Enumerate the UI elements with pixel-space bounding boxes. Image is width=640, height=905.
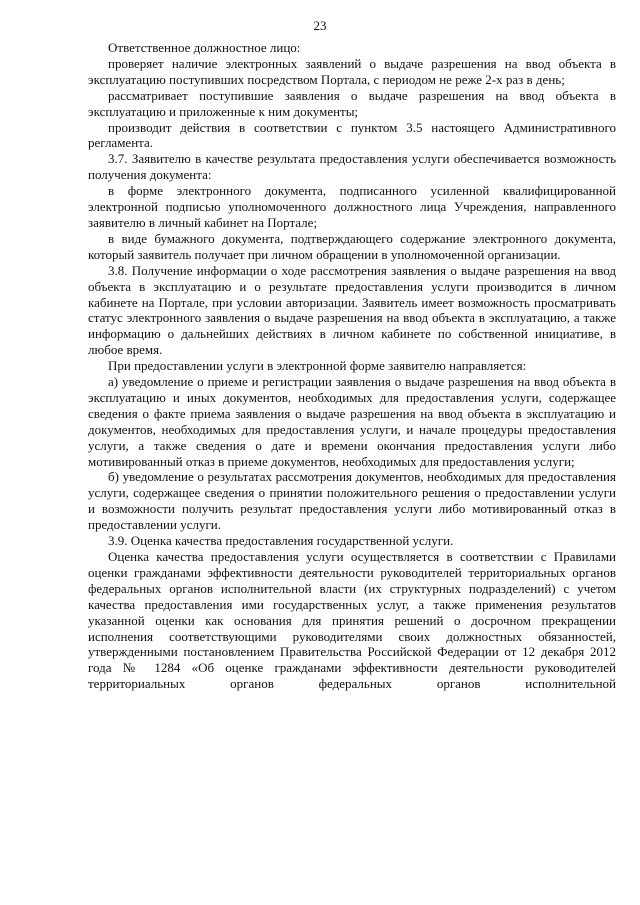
paragraph-checks-applications: проверяет наличие электронных заявлений о выдаче разрешения на ввод объекта в эксплуатацию поступивших посредством Портала, с периодом не реже 2-х раз в день; (88, 55, 616, 87)
paragraph-section-3-9: 3.9. Оценка качества предоставления государственной услуги. (108, 533, 454, 549)
document-body (88, 40, 616, 692)
paragraph-section-3-7: 3.7. Заявителю в качестве результата предоставления услуги обеспечивается возможность получения документа: (88, 151, 616, 183)
paragraph-performs-actions: производит действия в соответствии с пунктом 3.5 настоящего Административного регламента. (88, 119, 616, 151)
paragraph-section-3-8: 3.8. Получение информации о ходе рассмотрения заявления о выдаче разрешения на ввод объекта в эксплуатацию и о результате предоставления услуги производится в личном кабинете на Портале, при условии авторизации. Заявитель имеет возможность просматривать статус электронного заявления о выдаче разрешения на ввод объекта в эксплуатацию, а также информацию о дальнейших действиях в личном кабинете по собственной инициативе, в любое время. (88, 262, 616, 358)
paragraph-reviews-applications: рассматривает поступившие заявления о выдаче разрешения на ввод объекта в эксплуатацию и приложенные к ним документы; (88, 87, 616, 119)
paragraph-electronic-form-notice: При предоставлении услуги в электронной форме заявителю направляется: (108, 358, 527, 374)
paragraph-paper-document: в виде бумажного документа, подтверждающего содержание электронного документа, который заявитель получает при личном обращении в уполномоченной организации. (88, 230, 616, 262)
paragraph-electronic-document: в форме электронного документа, подписанного усиленной квалифицированной электронной подписью уполномоченного должностного лица Учреждения, направленного заявителю в личный кабинет на Портале; (88, 183, 616, 230)
page-number: 23 (313, 18, 327, 33)
paragraph-item-b: б) уведомление о результатах рассмотрения документов, необходимых для предоставления услуги, содержащее сведения о принятии положительного решения о предоставлении услуги и возможности получить результат предоставления услуги либо мотивированный отказ в предоставлении услуги. (88, 469, 616, 533)
paragraph-quality-assessment: Оценка качества предоставления услуги осуществляется в соответствии с Правилами оценки гражданами эффективности деятельности руководителей территориальных органов федеральных органов исполнительной власти (их структурных подразделений) с учетом качества предоставления ими государственных услуг, а также применения результатов указанной оценки как основания для принятия решений о досрочном прекращении исполнения соответствующими руководителями своих должностных обязанностей, утвержденными постановлением Правительства Российской Федерации от 12 декабря 2012 года № 1284 «Об оценке гражданами эффективности деятельности руководителей территориальных органов федеральных органов исполнительной (88, 549, 616, 692)
paragraph-item-a: а) уведомление о приеме и регистрации заявления о выдаче разрешения на ввод объекта в эксплуатацию и иных документов, необходимых для предоставления услуги, содержащее сведения о факте приема заявления о выдаче разрешения на ввод объекта в эксплуатацию и документов, необходимых для предоставления услуги, и начале процедуры предоставления услуги, а также сведения о дате и времени окончания предоставления услуги либо мотивированный отказ в приеме документов, необходимых для предоставления услуги; (88, 374, 616, 469)
paragraph-responsible-official: Ответственное должностное лицо: (108, 40, 301, 55)
